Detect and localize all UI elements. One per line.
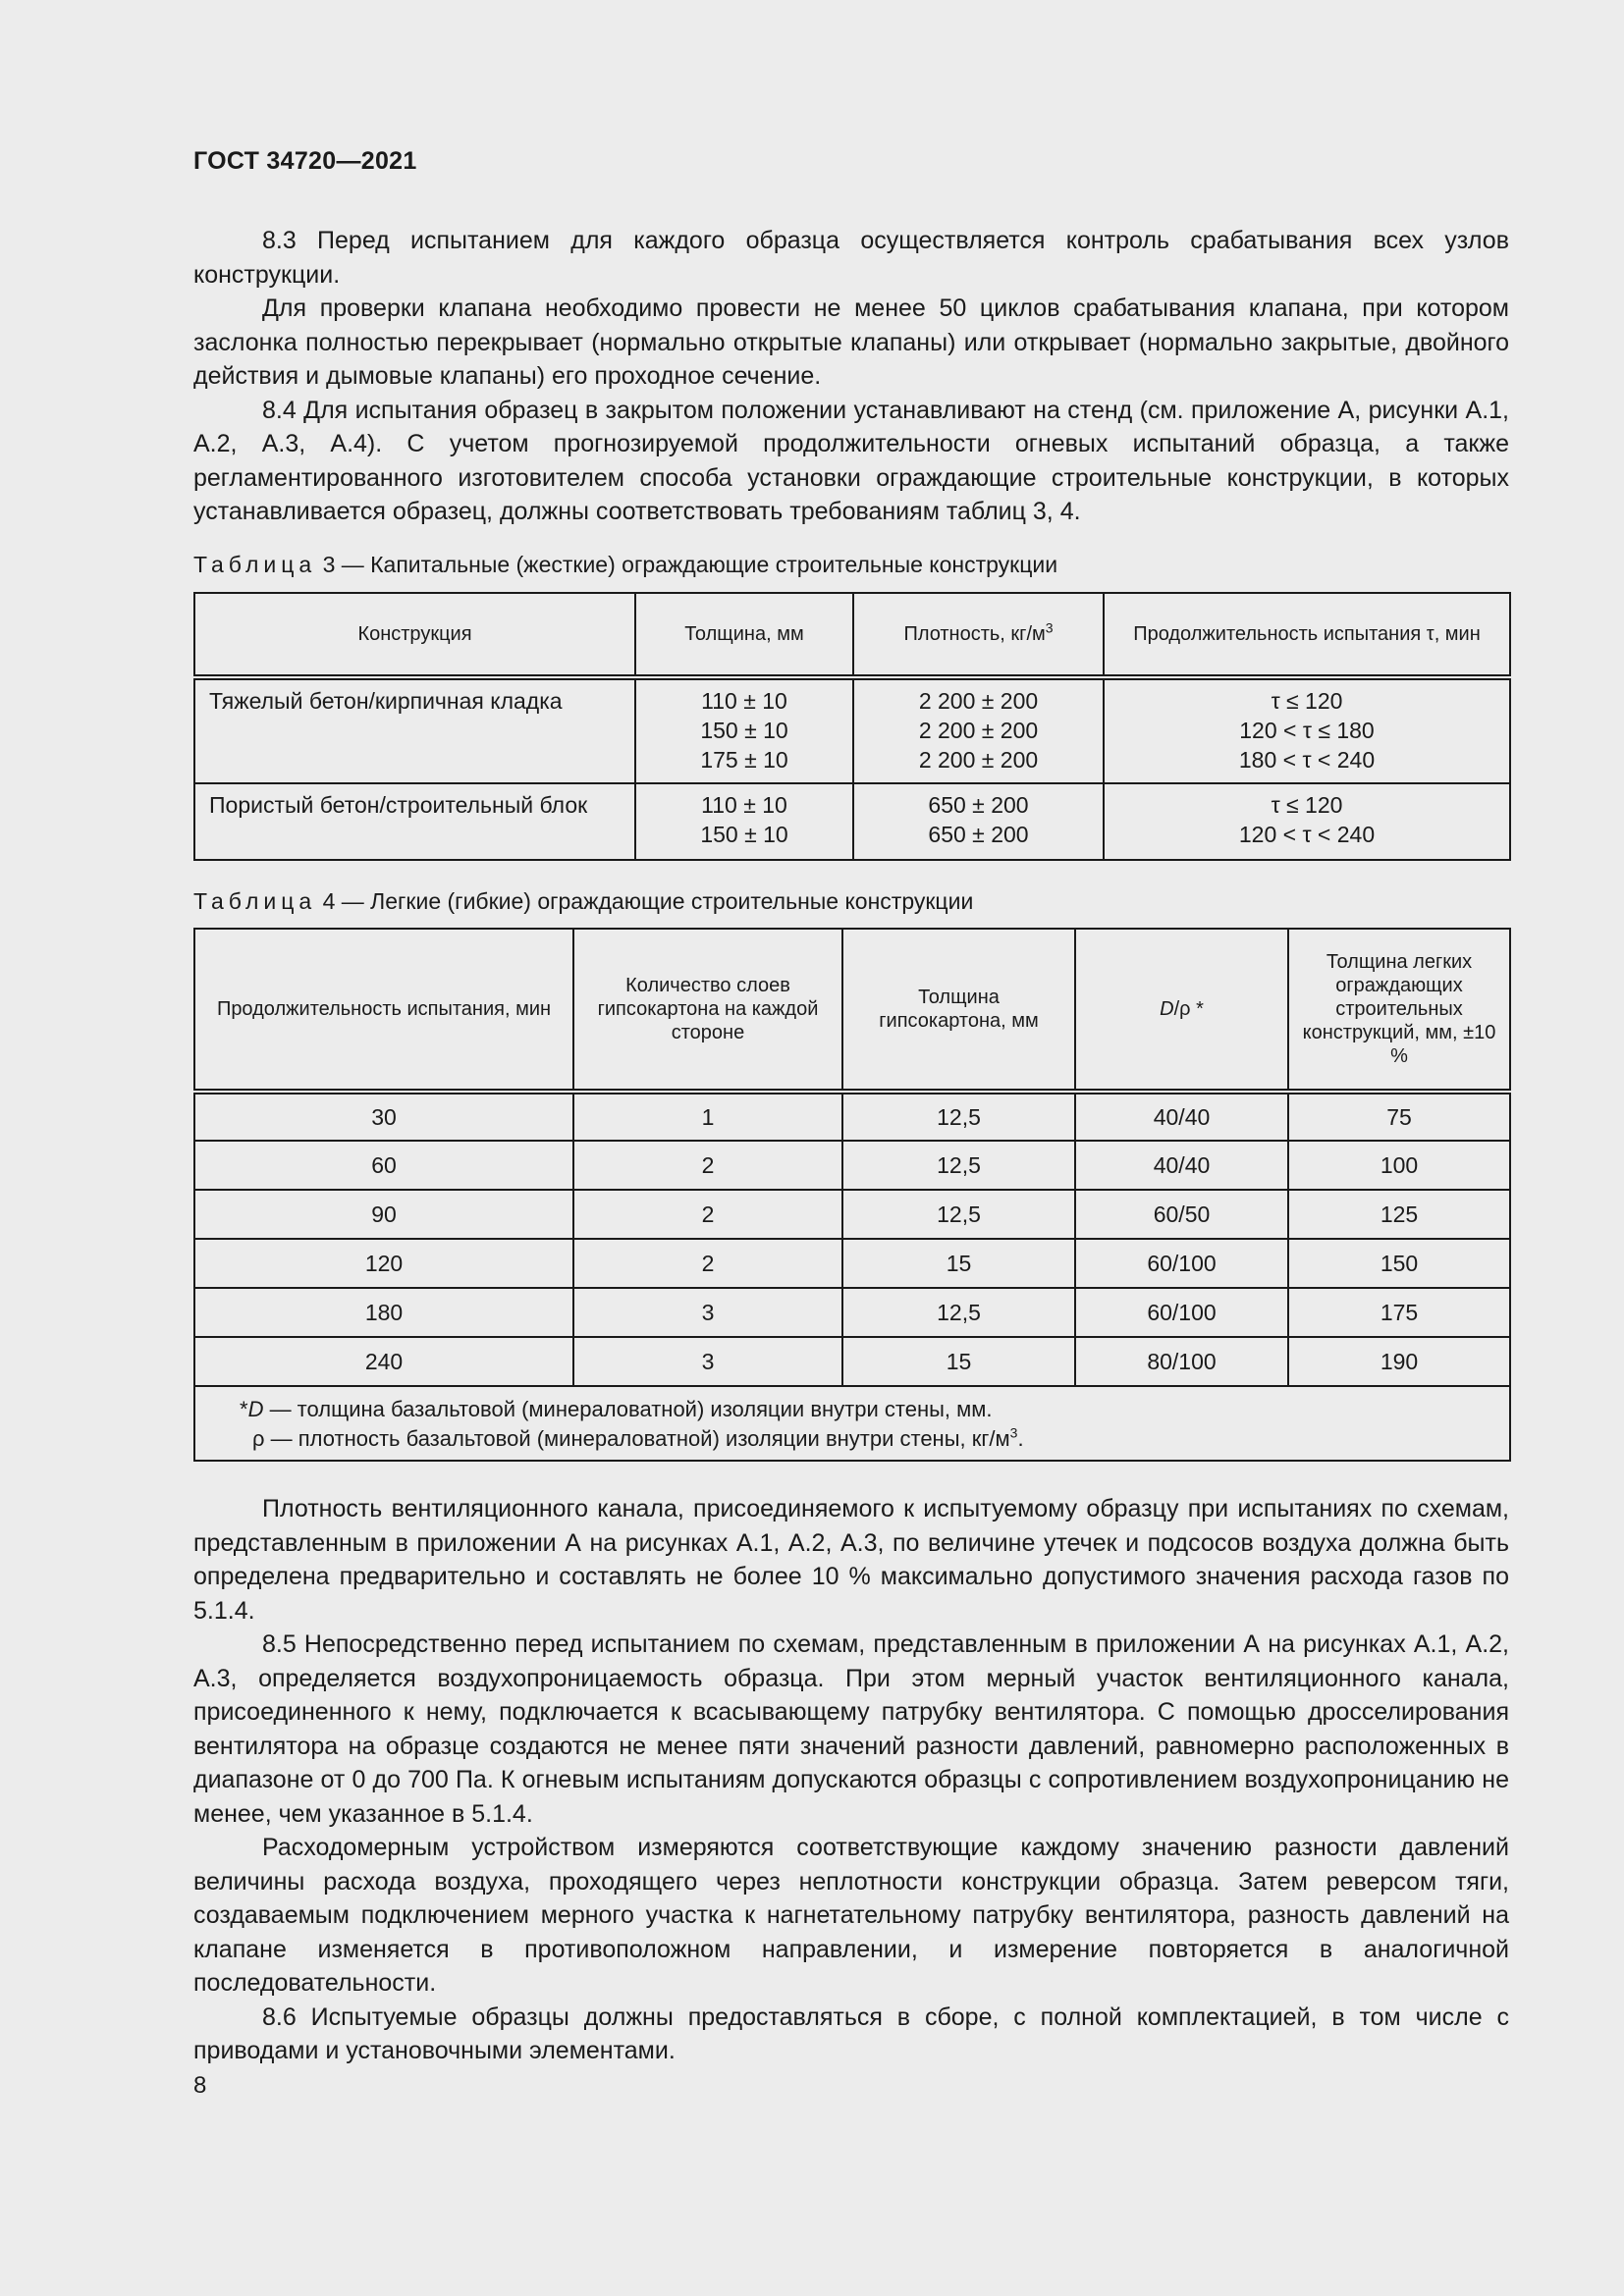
paragraph: 8.4 Для испытания образец в закрытом положении устанавливают на стенд (см. приложение А, рисунки А.1, А.2, А.3, А.4). С учетом прогнозируемой продолжительности огневых испытаний образца, а также регламентированного изготовителем способа установки ограждающие строительные конструкции, в которых устанавливается образец, должны соответствовать требованиям таблиц 3, 4. xyxy=(193,396,1509,525)
table-cell xyxy=(853,783,1104,860)
table-row xyxy=(194,1092,1510,1141)
table-row xyxy=(194,783,1510,860)
note-d-text: — толщина базальтовой (минераловатной) изоляции внутри стены, мм. xyxy=(263,1397,993,1421)
table-cell: 1 xyxy=(573,1092,842,1141)
table-cell: 100 xyxy=(1288,1141,1510,1190)
table-cell: 60/100 xyxy=(1075,1239,1288,1288)
table3-header-thickness: Толщина, мм xyxy=(635,593,853,677)
note-line-rho xyxy=(240,1424,1509,1454)
table-cell: Пористый бетон/строительный блок xyxy=(194,783,635,860)
section-after-tables xyxy=(193,1492,1509,2068)
cell-line: 180 < τ < 240 xyxy=(1238,747,1376,773)
paragraph: 8.3 Перед испытанием для каждого образца осуществляется контроль срабатывания всех узлов конструкции. xyxy=(193,227,1509,289)
table-cell: 12,5 xyxy=(842,1092,1075,1141)
cell-line: 120 < τ ≤ 180 xyxy=(1239,718,1375,743)
table4-note xyxy=(194,1386,1510,1461)
table3-label: Таблица xyxy=(193,552,317,577)
cell-line: 175 ± 10 xyxy=(700,747,788,773)
table3 xyxy=(193,592,1511,861)
cell-line: 120 < τ < 240 xyxy=(1238,822,1376,847)
table-cell: 40/40 xyxy=(1075,1141,1288,1190)
table3-header-construction: Конструкция xyxy=(194,593,635,677)
table3-title: 3 — Капитальные (жесткие) ограждающие строительные конструкции xyxy=(322,552,1058,577)
cell-line: τ ≤ 120 xyxy=(1271,688,1343,714)
table-cell: 3 xyxy=(573,1337,842,1386)
d-symbol: D xyxy=(1160,998,1174,1020)
table-cell: 60 xyxy=(194,1141,573,1190)
table-row xyxy=(194,1288,1510,1337)
table-cell: 3 xyxy=(573,1288,842,1337)
table-cell xyxy=(853,677,1104,783)
table4 xyxy=(193,928,1511,1462)
document-header: ГОСТ 34720—2021 xyxy=(193,147,417,175)
cell-line: 150 ± 10 xyxy=(700,718,788,743)
table-cell: 12,5 xyxy=(842,1288,1075,1337)
table-cell xyxy=(1104,677,1510,783)
paragraph: Плотность вентиляционного канала, присоединяемого к испытуемому образцу при испытаниях по схемам, представленным в приложении А на рисунках А.1, А.2, А.3, по величине утечек и подсосов воздуха должна быть определена предварительно и составлять не более 10 % максимально допустимого значения расхода газов по 5.1.4. xyxy=(193,1495,1509,1625)
table-cell xyxy=(1104,783,1510,860)
table4-label: Таблица xyxy=(193,888,317,914)
note-rho-end: . xyxy=(1017,1426,1024,1451)
table-cell: 80/100 xyxy=(1075,1337,1288,1386)
table-row xyxy=(194,1190,1510,1239)
table-row xyxy=(194,1337,1510,1386)
superscript: 3 xyxy=(1009,1424,1018,1441)
cell-line: 110 ± 10 xyxy=(701,792,787,818)
table-cell: 120 xyxy=(194,1239,573,1288)
table-cell xyxy=(635,677,853,783)
superscript: 3 xyxy=(1045,619,1054,636)
table-row xyxy=(194,677,1510,783)
table-cell: 180 xyxy=(194,1288,573,1337)
table4-header-d-rho xyxy=(1075,929,1288,1092)
paragraph: 8.6 Испытуемые образцы должны предоставляться в сборе, с полной комплектацией, в том числе с приводами и установочными элементами. xyxy=(193,2002,1509,2064)
table-cell: 150 xyxy=(1288,1239,1510,1288)
table-cell xyxy=(635,783,853,860)
cell-line: 110 ± 10 xyxy=(701,688,787,714)
table-cell: 15 xyxy=(842,1239,1075,1288)
paragraph: 8.5 Непосредственно перед испытанием по схемам, представленным в приложении А на рисунках А.1, А.2, А.3, определяется воздухопроницаемость образца. При этом мерный участок вентиляционного канала, присоединенного к нему, подключается к всасывающему патрубку вентилятора. С помощью дросселирования вентилятора на образце создаются не менее пяти значений разности давлений, равномерно расположенных в диапазоне от 0 до 700 Па. К огневым испытаниям допускаются образцы с сопротивлением воздухопроницанию не менее, чем указанное в 5.1.4. xyxy=(193,1630,1509,1828)
table-cell: 2 xyxy=(573,1141,842,1190)
d-rho-rest: /ρ * xyxy=(1173,998,1204,1020)
table3-caption xyxy=(193,552,1057,578)
table3-header-duration: Продолжительность испытания τ, мин xyxy=(1104,593,1510,677)
table3-header-density-text: Плотность, кг/м xyxy=(903,623,1046,645)
table-cell: 2 xyxy=(573,1190,842,1239)
table-cell: 12,5 xyxy=(842,1190,1075,1239)
table4-header-duration: Продолжительность испытания, мин xyxy=(194,929,573,1092)
table-cell: 15 xyxy=(842,1337,1075,1386)
table-cell: 240 xyxy=(194,1337,573,1386)
paragraph: Для проверки клапана необходимо провести не менее 50 циклов срабатывания клапана, при котором заслонка полностью перекрывает (нормально открытые клапаны) или открывает (нормально закрытые, двойного действия и дымовые клапаны) его проходное сечение. xyxy=(193,294,1509,390)
paragraph: Расходомерным устройством измеряются соответствующие каждому значению разности давлений величины расхода воздуха, проходящего через неплотности конструкции образца. Затем реверсом тяги, создаваемым подключением мерного участка к нагнетательному патрубку вентилятора, разность давлений на клапане изменяется в противоположном направлении, и измерение повторяется в аналогичной последовательности. xyxy=(193,1834,1509,1997)
table-cell: 125 xyxy=(1288,1190,1510,1239)
table-cell: 60/100 xyxy=(1075,1288,1288,1337)
note-rho-text: ρ — плотность базальтовой (минераловатной) изоляции внутри стены, кг/м xyxy=(252,1426,1010,1451)
table3-header-density xyxy=(853,593,1104,677)
cell-line: 650 ± 200 xyxy=(928,822,1029,847)
table4-title: 4 — Легкие (гибкие) ограждающие строительные конструкции xyxy=(322,888,974,914)
table-cell: 12,5 xyxy=(842,1141,1075,1190)
table4-header-layers: Количество слоев гипсокартона на каждой стороне xyxy=(573,929,842,1092)
table-cell: 60/50 xyxy=(1075,1190,1288,1239)
table4-header-gypsum-thickness: Толщина гипсокартона, мм xyxy=(842,929,1075,1092)
note-d-symbol: D xyxy=(247,1397,264,1421)
table-row xyxy=(194,1141,1510,1190)
table-cell: 40/40 xyxy=(1075,1092,1288,1141)
section-8-3 xyxy=(193,224,1509,529)
note-star: * xyxy=(240,1397,248,1421)
note-line-d xyxy=(240,1395,1509,1424)
table-cell: 190 xyxy=(1288,1337,1510,1386)
table-cell: 90 xyxy=(194,1190,573,1239)
cell-line: 2 200 ± 200 xyxy=(918,718,1039,743)
cell-line: 150 ± 10 xyxy=(700,822,788,847)
cell-line: 2 200 ± 200 xyxy=(918,747,1039,773)
table-cell: 75 xyxy=(1288,1092,1510,1141)
table-cell: 30 xyxy=(194,1092,573,1141)
cell-line: τ ≤ 120 xyxy=(1271,792,1343,818)
table4-caption xyxy=(193,888,973,915)
table-cell: 2 xyxy=(573,1239,842,1288)
cell-line: 2 200 ± 200 xyxy=(918,688,1039,714)
table-cell: 175 xyxy=(1288,1288,1510,1337)
table-row xyxy=(194,1239,1510,1288)
cell-line: 650 ± 200 xyxy=(928,792,1029,818)
table4-header-light-thickness: Толщина легких ограждающих строительных конструкций, мм, ±10 % xyxy=(1288,929,1510,1092)
table-cell: Тяжелый бетон/кирпичная кладка xyxy=(194,677,635,783)
page-number: 8 xyxy=(193,2072,207,2099)
